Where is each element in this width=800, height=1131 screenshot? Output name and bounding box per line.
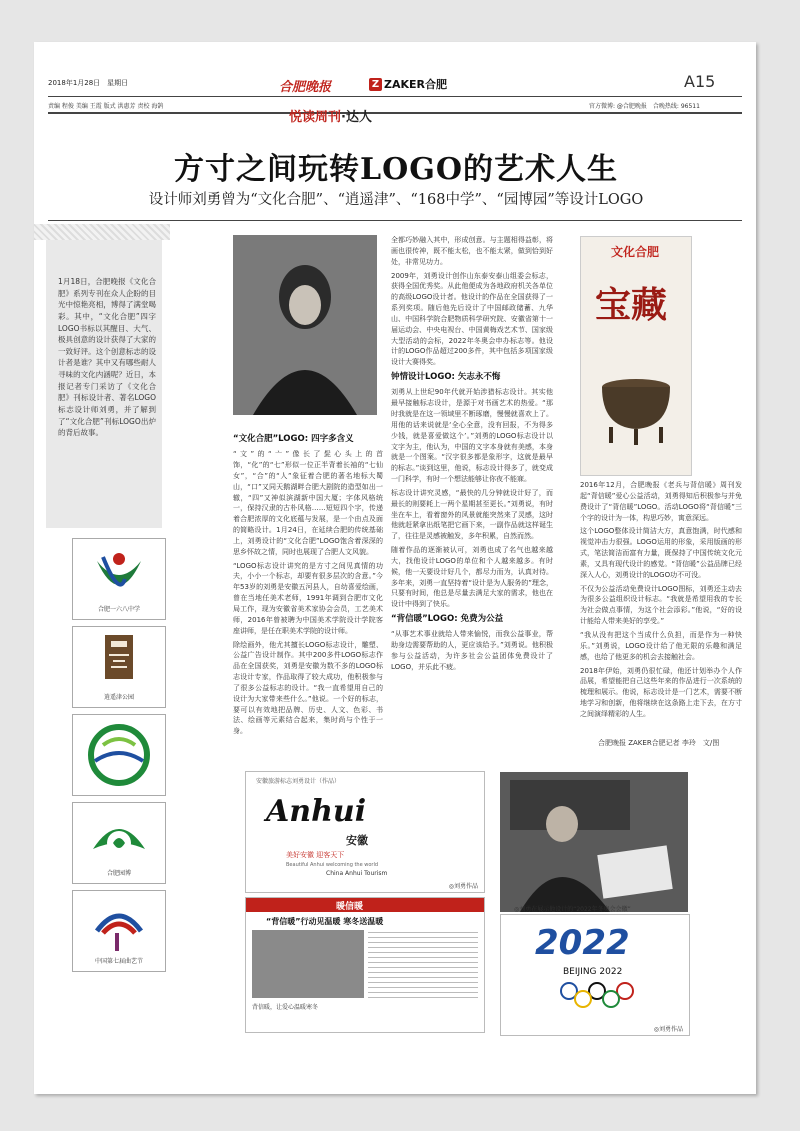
charity-news-clip (245, 897, 485, 1033)
column-name (289, 106, 372, 125)
designer-photo (233, 235, 377, 415)
headline-rule (48, 220, 742, 221)
column-sub: 达人 (345, 110, 372, 125)
page-number: A15 (684, 72, 716, 91)
logo-expo (72, 802, 166, 884)
beijing-subtitle: BEIJING 2022 (563, 967, 623, 977)
column-title: 悦读周刊 (289, 110, 342, 125)
green-circle-logo-icon (73, 715, 165, 795)
beijing-caption: ◎刘勇作品 (653, 1026, 683, 1033)
clip-subtitle: 背信暖，让爱心温暖寒冬 (252, 1004, 319, 1011)
logo-xiaoyaojin (72, 626, 166, 708)
logo-caption-quyi: 中国第七届曲艺节 (94, 958, 143, 965)
col3-paragraph-0: 全都巧妙融入其中，形成创意。与主题相得益彰，将画也很传神，既不能太松，也不能太紧，做到恰到好处，非常见功力。 (391, 236, 553, 266)
clip-title: “背信暖”行动见温暖 寒冬送温暖 (266, 917, 384, 926)
beijing-2022-logo (500, 914, 690, 1036)
logo-caption-168: 合肥一六八中学 (97, 606, 140, 613)
designer-at-desk-icon (500, 772, 688, 912)
col4-paragraph-4: “我从没有把这个当成什么负担，而是作为一种快乐。”刘勇说，LOGO设计给了他无限的乐趣和满足感，也给了他更多的机会去接触社会。 (580, 630, 742, 661)
intro-text: 1月18日，合肥晚报《文化合肥》系列专刊在众人企盼的目光中惊艳亮相，博得了满堂喝彩。其中，“文化合肥”四字LOGO书标以其醒目、大气、极具创意的设计获得了大家的一致好评。这个创意标志的设计者是谁？其中又有哪些耐人寻味的文化内涵呢？近日，本报记者专门采访了《文化合肥》刊标设计者、著名LOGO标志设计师刘勇，并了解到了“文化合肥”刊标LOGO出炉的背后故事。 (58, 277, 156, 438)
article-column-3 (391, 235, 553, 676)
logo-quyi-festival (72, 890, 166, 972)
magazine-title: 文化合肥 (611, 245, 660, 259)
beijing-logo-text: 2022 (535, 923, 630, 963)
clip-header-bar (246, 898, 484, 912)
subheadline: 设计师刘勇曾为“文化合肥”、“逍遥津”、“168中学”、“园博园”等设计LOGO (148, 192, 644, 208)
logo-caption-expo: 合肥园博 (106, 870, 131, 877)
col3-paragraph-3: 标志设计讲究灵感，“最快的几分钟就设计好了，而最长的则要耗上一两个星期甚至更长。”刘勇说，有时坐在车上，看着窗外的风景就能突然来了灵感，这时他就赶紧拿出纸笔把它画下来，一副作品就这样诞生了，往往是灵感被触发，多年积累，自然而然。 (391, 488, 553, 541)
clip-header: 暖信暖 (336, 902, 364, 912)
col4-paragraph-2: 这个LOGO整体设计简洁大方，真意饱满，时代感和视觉冲击力很强。LOGO运用的形象，采用版画的形式，笔法简洁而富有力量，既保持了中国传统文化元素，又具有现代设计的感觉。“背信暖”公益品牌已经深入人心，刘勇设计的LOGO功不可没。 (580, 527, 742, 579)
designer-portrait-icon (233, 235, 377, 415)
logo-caption-xiaoyaojin: 逍遥津公园 (103, 694, 134, 701)
header-rule (48, 96, 742, 97)
magazine-cover (580, 236, 692, 476)
magazine-big-char: 宝藏 (595, 284, 668, 326)
col4-paragraph-5: 2018年伊始，刘勇仍很忙碌，他还计划举办个人作品展，希望能把自己这些年来的作品进行一次系统的梳理和展示。他说，标志设计是一门艺术，需要不断地学习和创新，他将继续在这条路上走下去，在方寸之间演绎精彩的人生。 (580, 666, 742, 718)
col4-paragraph-3: 不仅为公益活动免费设计LOGO图标，刘勇还主动去为很多公益组织设计标志。“我就是希望用我的专长为社会做点事情，为这个社会添彩。”他说，“好的设计能给人带来美好的享受。” (580, 584, 742, 626)
anhui-tagline: 美好安徽 迎客天下 (286, 851, 345, 859)
photo2-caption: ◎刘勇在展示他设计的“2022年冬奥会会徽” (514, 906, 631, 913)
clip-text-block (368, 930, 478, 998)
anhui-top-label: 安徽旅游标志刘勇设计（作品） (256, 778, 341, 785)
date-line: 2018年1月28日 星期日 (48, 79, 129, 87)
anhui-brand-cn: 安徽 (346, 834, 368, 847)
headline: 方寸之间玩转LOGO的艺术人生 (174, 152, 618, 187)
zaker-label: ZAKER合肥 (384, 78, 447, 91)
col3-paragraph-2: 刘勇从上世纪90年代就开始涉猎标志设计。其实他最早接触标志设计，是源于对书画艺术的热爱。“那时我就是在这一领域里不断琢磨，慢慢就喜欢上了。用他的话来说就是‘全心全意，没有回报，不为得多少钱，就是喜爱做这个’。”刘勇的LOGO标志设计以文字为主，他认为，中国的文字本身就有美感，本身就是一个图案。“汉字很多都是象形字，这就是最早的标志。”谈到这里，他说，标志设计得多了，就变成一门科学，有时一个想法能够让你夜不能寐。 (391, 388, 553, 484)
designer-showing-photo (500, 772, 688, 912)
logo-green (72, 714, 166, 796)
weibo-hotline: 官方微博: @合肥晚报 合晚热线: 96511 (589, 103, 700, 110)
anhui-english-2: China Anhui Tourism (326, 870, 388, 877)
article-column-2 (233, 433, 383, 740)
zaker-icon: Z (369, 78, 382, 91)
olympic-rings-icon (557, 981, 637, 1011)
bronze-vessel-icon (589, 367, 683, 447)
newspaper-page (34, 42, 756, 1094)
anhui-tourism-logo (245, 771, 485, 893)
header-rule-2 (48, 112, 742, 114)
anhui-brand: Anhui (266, 794, 367, 829)
col3-paragraph-4: 随着作品的逐渐被认可，刘勇也成了名气也越来越大，找他设计LOGO的单位和个人越来越多。有时候，他一天要设计好几个，都尽力而为，认真对待。多年来，刘勇一直坚持着“设计是为人服务的”理念，只要有时间，他总是尽量去满足大家的需求，他也在设计中得到了快乐。 (391, 546, 553, 609)
col2-paragraph-1: “文”的“亠”像长了髭心头上的首饰，“化”的“七”形似一位正半背着长袖的“七仙女”，“合”的“人”象征着合肥的著名地标大蜀山，“口”又同天鹅湖畔合肥大剧院的造型如出一辙，“四”又神似滨湖新中国大厦；字体风格统一，保持汉隶的古朴风格……短短四个字，传递着合肥浓厚的文化底蕴与发展，是一个由点及面的简略设计。1月24日，在延续合肥的传统基础上，刘勇设计的“文化合肥”LOGO饱含着深深的思乡怀故之情，同时也展现了合肥人文风貌。 (233, 450, 383, 556)
col2-paragraph-2: “LOGO标志设计讲究的是方寸之间见真情的功夫，小小一个标志，却要有很多层次的含意。”今年53岁的刘勇是安徽五河县人，自幼喜爱绘画，曾在当地任美术老师，1991年调到合肥市文化局工作，现为安徽省美术家协会会员，工艺美术师，2016年曾被聘为中国美术学院设计学院客座讲师，是任在职美术学院的设计师。 (233, 561, 383, 635)
staff-credits: 责编 程俊 美编 王霞 版式 洪惠芳 责校 海鹄 (48, 103, 164, 110)
section-heading-passion: 钟情设计LOGO: 矢志永不悔 (391, 372, 501, 383)
section-heading-logo: “文化合肥”LOGO: 四字多含义 (233, 434, 354, 444)
zaker-logo (369, 76, 447, 92)
byline: 合肥晚报 ZAKER合肥记者 李玲 文/图 (598, 739, 720, 747)
col3-paragraph-1: 2009年，刘勇设计创作山东泰安泰山组委会标志，获得全国优秀奖。从此他便成为各地政府机关各单位的高级LOGO设计者。他设计的作品在全国获得了一系列奖项。随后他先后设计了中国邮政储蓄、九华山、中国科学院合肥物质科学研究院、安徽省第十一届运动会、中央电视台、中国黄梅戏艺术节、国家级大型活动的会标，2022年冬奥会申办标志等。他设计的LOGO作品超过200多件，其中包括多项国家级设计大赛得奖。 (391, 271, 553, 367)
col3-paragraph-5: “从事艺术事业就给人带来愉悦，而我公益事业，帮助身边需要帮助的人，更应该给予。”刘勇说。他积极参与公益活动，为许多社会公益团体免费设计了LOGO，并乐此不疲。 (391, 630, 553, 671)
col2-paragraph-3: 除绘画外，他尤其擅长LOGO标志设计，雕塑、公益广告设计制作。其中200多件LOGO标志作品在全国获奖，刘勇是安徽为数不多的LOGO标志设计专家，作品取得了较大成功，他积极参与了很多公益标志的设计。“我一直希望用自己的设计为大家带来些什么。”他说。一个好的标志，要可以有效地把品牌、历史、人文、色彩、书法、绘画等元素结合起来，集时尚与个性于一身。 (233, 640, 383, 736)
col4-paragraph-1: 2016年12月，合肥晚报《老兵与背信暖》周刊发起“背信暖”爱心公益活动，刘勇得知后积极参与并免费设计了“背信暖”LOGO。活动LOGO将“背信暖”三个字的设计为一体，构思巧妙，寓意深远。 (580, 481, 742, 522)
column-dot: · (341, 110, 346, 125)
anhui-english: Beautiful Anhui welcoming the world (286, 862, 379, 868)
logo-168-school (72, 538, 166, 620)
ad1-caption: ◎刘勇作品 (448, 883, 478, 890)
section-heading-charity: “背信暖”LOGO: 免费为公益 (391, 614, 504, 625)
article-column-4 (580, 480, 742, 723)
clip-photo (252, 930, 364, 998)
newspaper-name: 合肥晚报 (279, 80, 332, 95)
